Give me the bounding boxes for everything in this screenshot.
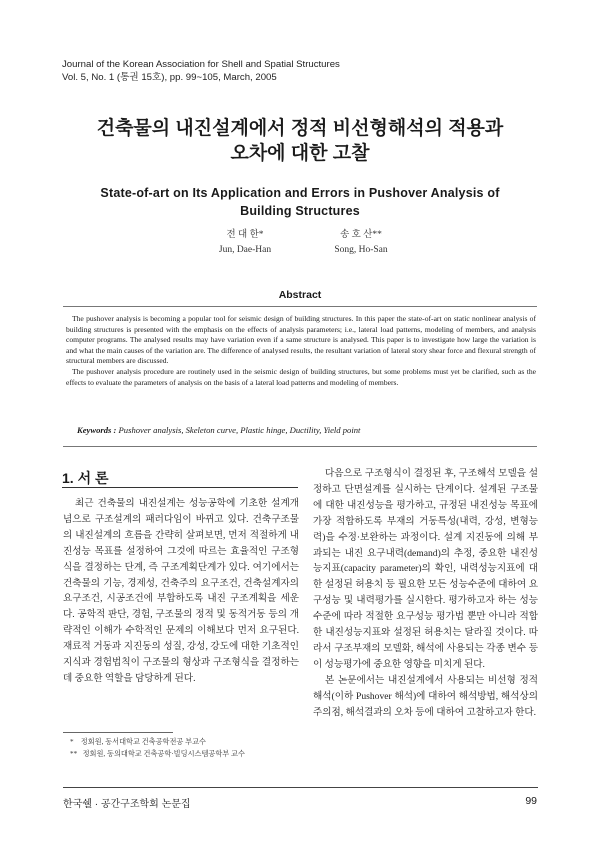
footnote-1 bbox=[70, 737, 310, 748]
footnote-2-text: 정회원, 동의대학교 건축공학·빌딩시스템공학부 교수 bbox=[82, 750, 245, 758]
page-number: 99 bbox=[525, 795, 537, 807]
korean-title-line1: 건축물의 내진설계에서 정적 비선형해석의 적용과 bbox=[96, 118, 504, 139]
footer-journal: 한국쉘 · 공간구조학회 논문집 bbox=[63, 799, 191, 810]
abstract-heading: Abstract bbox=[278, 289, 322, 301]
journal-header bbox=[62, 58, 542, 84]
right-column bbox=[313, 466, 538, 721]
author-2 bbox=[286, 228, 436, 258]
abstract-paragraph-2: The pushover analysis procedure are routinely used in the seismic design of building structures, but some problems must yet be clarified, such as the effects to evaluate the parameters of analysis on the basis of a lateral load patterns and modeling of members. bbox=[66, 366, 536, 387]
footnote-1-mark: * bbox=[70, 738, 74, 746]
english-title bbox=[0, 184, 600, 220]
english-title-line1: State-of-art on Its Application and Errors in Pushover Analysis of bbox=[100, 186, 500, 200]
footnote-2-mark: ** bbox=[70, 750, 78, 758]
author-2-korean: 송 호 산** bbox=[340, 230, 382, 240]
keywords bbox=[77, 425, 537, 435]
author-1-korean: 전 대 한* bbox=[226, 230, 264, 240]
footer-rule bbox=[63, 787, 538, 788]
keywords-label: Keywords : bbox=[77, 425, 117, 435]
journal-name: Journal of the Korean Association for Shell and Spatial Structures bbox=[62, 59, 340, 70]
keywords-value: Pushover analysis, Skeleton curve, Plastic hinge, Ductility, Yield point bbox=[118, 425, 361, 435]
author-1-english: Jun, Dae-Han bbox=[218, 245, 272, 255]
footnote-rule bbox=[63, 732, 173, 733]
author-2-english: Song, Ho-San bbox=[334, 245, 388, 255]
section-heading: 1. 서 론 bbox=[62, 470, 109, 486]
abstract-paragraph-1: The pushover analysis is becoming a popular tool for seismic design of building structures. In this paper the state-of-art on static nonlinear analysis of building structures is presented with the emphasis on the effects of analysis parameters; i.e., lateral load patterns, modeling of members, and analysis computer programs. The analysed results may have variation even if a same structure is analysed. This paper is to investigate how large the variation is and what the main causes of the variation are. The difference of analysed results, the resultant variation of lateral story shear force and flexural strength of structural members are discussed. bbox=[66, 314, 536, 366]
footnote-2 bbox=[70, 749, 310, 760]
korean-title bbox=[0, 116, 600, 166]
left-column bbox=[63, 496, 299, 687]
intro-paragraph-3: 본 논문에서는 내진설계에서 사용되는 비선형 정적해석(이하 Pushover 해석)에 대하여 해석방법, 해석상의 주의점, 해석결과의 오차 등에 대하여 고찰하고자 한다. bbox=[313, 674, 538, 718]
footnote-1-text: 정회원, 동서대학교 건축공학전공 부교수 bbox=[80, 738, 207, 746]
abstract-body bbox=[66, 314, 536, 388]
intro-paragraph-2: 다음으로 구조형식이 결정된 후, 구조해석 모델을 설정하고 단면설계를 실시하는 단계이다. 설계된 구조물에 대한 내진성능을 평가하고, 규정된 내진성능 목표에 가장 적합하도록 부재의 거동특성(내력, 강성, 변형능력)을 수정·보완하는 과정이다. 설계 지진동에 의해 부과되는 내진 요구내력(demand)의 추정, 중요한 내진성능지표(capacity parameter)의 확인, 내력성능지표에 대한 설정된 허용치 등 필요한 모든 성능수준에 대하여 요구성능 및 내력평가를 실시한다. 평가하고자 하는 성능수준에 따라 적절한 요구성능 평가법 뿐만 아니라 적합한 내진성능지표와 설정된 허용치는 달라질 것이다. 따라서 구조부재의 모델화, 해석에 사용되는 각종 변수 등이 성능평가에 중요한 영향을 미치게 된다. bbox=[313, 468, 538, 670]
intro-paragraph-1: 최근 건축물의 내진설계는 성능공학에 기초한 설계개념으로 구조설계의 패러다임이 바뀌고 있다. 건축구조물의 내진설계의 흐름을 간략히 살펴보면, 먼저 적절하게 내진성능 목표를 설정하여 그것에 따르는 효율적인 구조형식을 결정하는 단계, 즉 구조계획단계가 있다. 여기에서는 건축물의 기능, 경제성, 건축주의 요구조건, 건축설계자의 요구조건, 시공조건에 부합하도록 내진 구조계획을 세운다. 공학적 판단, 경험, 구조물의 정적 및 동적거동 등의 개략적인 이해가 수학적인 문제의 이해보다 먼저 요구된다. 재료적 거동과 지진동의 성질, 강성, 강도에 대한 기초적인 지식과 경험법칙이 구조물의 형상과 구조형식을 결정하는데 중요한 역할을 담당하게 된다. bbox=[63, 498, 299, 684]
abstract-top-rule bbox=[63, 306, 537, 307]
abstract-bottom-rule bbox=[63, 446, 537, 447]
journal-volume: Vol. 5, No. 1 (통권 15호), pp. 99~105, March, 2005 bbox=[62, 72, 277, 83]
section-heading-rule bbox=[62, 487, 298, 488]
korean-title-line2: 오차에 대한 고찰 bbox=[230, 143, 370, 164]
english-title-line2: Building Structures bbox=[240, 204, 360, 218]
